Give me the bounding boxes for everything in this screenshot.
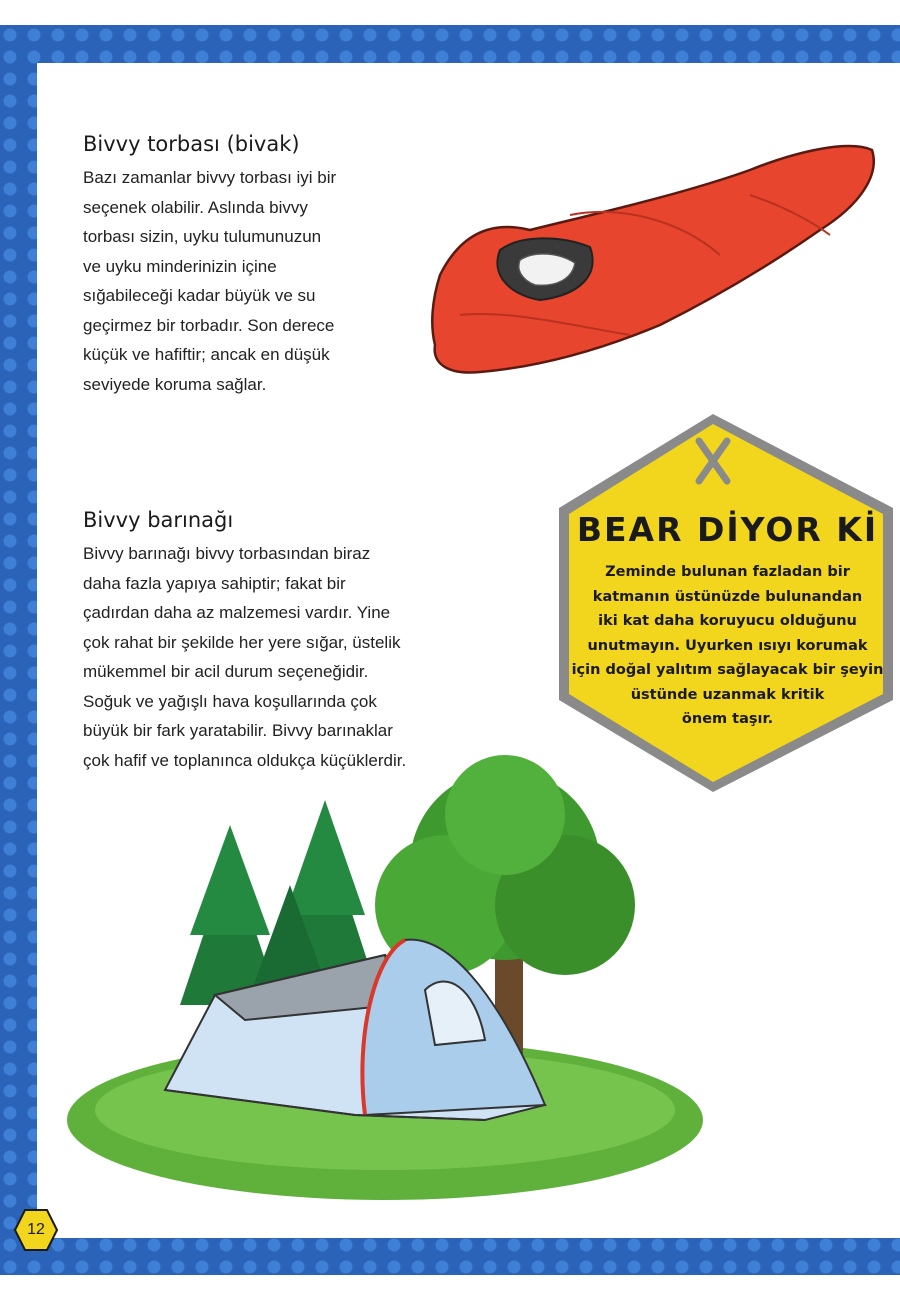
- section-body-bivvy-shelter: Bivvy barınağı bivvy torbasından biraz daha fazla yapıya sahiptir; fakat bir çadırdan daha az malzemesi vardır. Yine çok rahat bir şekilde her yere sığar, üstelik mükemmel bir acil durum seçeneğidir. Soğuk ve yağışlı hava koşullarında çok büyük bir fark yaratabilir. Bivvy barınaklar çok hafif ve toplanınca oldukça küçüklerdir.: [83, 544, 407, 770]
- section-heading-bivvy-bag: Bivvy torbası (bivak): [83, 132, 300, 156]
- tent-scene-illustration: [65, 755, 705, 1205]
- section-heading-bivvy-shelter: Bivvy barınağı: [83, 508, 234, 532]
- crossed-sticks-icon: [693, 435, 733, 485]
- section-body-bivvy-bag: Bazı zamanlar bivvy torbası iyi bir seçenek olabilir. Aslında bivvy torbası sizin, uyku tulumunuzun ve uyku minderinizin içine sığabileceği kadar büyük ve su geçirmez bir torbadır. Son derece küçük ve hafiftir; ancak en düşük seviyede koruma sağlar.: [83, 168, 337, 394]
- bear-says-callout: [555, 410, 900, 795]
- page-number-badge: [14, 1208, 58, 1252]
- bivvy-bag-illustration: [420, 135, 880, 380]
- callout-text: Zeminde bulunan fazladan bir katmanın üstünüzde bulunandan iki kat daha koruyucu olduğunu unutmayın. Uyurken ısıyı korumak için doğal yalıtım sağlayacak bir şeyin üstünde uzanmak kritik önem taşır.: [571, 564, 884, 727]
- page-number: 12: [27, 1221, 45, 1238]
- callout-title: BEAR DİYOR Kİ: [576, 510, 879, 549]
